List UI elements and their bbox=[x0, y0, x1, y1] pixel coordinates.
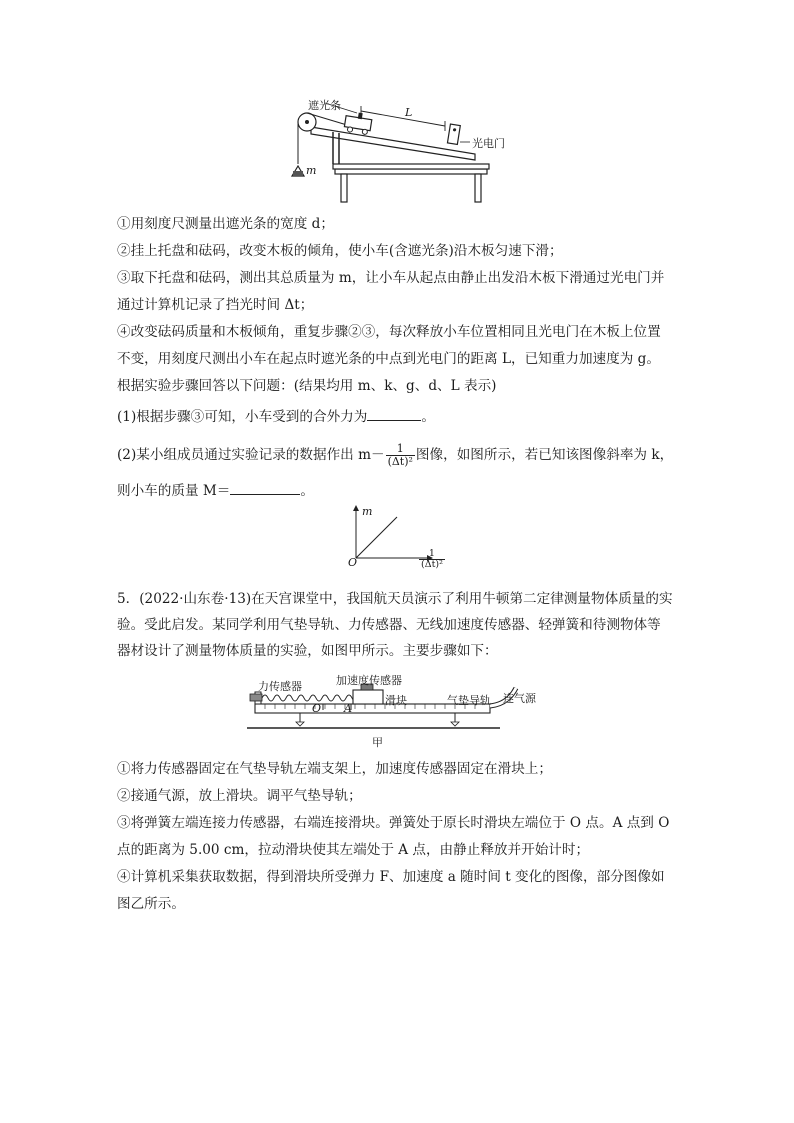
problem-5-line: 5．(2022·山东卷·13)在天宫课堂中，我国航天员演示了利用牛顿第二定律测量物体质量的实 bbox=[117, 591, 673, 607]
step-line: 点的距离为 5.00 cm，拉动滑块使其左端处于 A 点，由静止释放并开始计时； bbox=[117, 842, 590, 858]
step-line: ③将弹簧左端连接力传感器，右端连接滑块。弹簧处于原长时滑块左端位于 O 点。A 点到 O bbox=[117, 815, 670, 831]
question-1-text: (1)根据步骤③可知，小车受到的合外力为 bbox=[117, 409, 368, 425]
label-mass-m: m bbox=[306, 164, 317, 177]
inverse-dt-squared-fraction: $\frac{1}{\text{(Δt)²}}$ bbox=[387, 442, 413, 468]
fit-line bbox=[356, 517, 397, 558]
question-2-text-c: 则小车的质量 M＝ bbox=[117, 483, 231, 499]
question-2-text-a: (2)某小组成员通过实验记录的数据作出 m－ bbox=[117, 447, 385, 463]
graph-y-label: m bbox=[362, 505, 373, 518]
question-1 bbox=[117, 406, 435, 426]
label-point-A: A bbox=[344, 702, 352, 715]
step-line: 图乙所示。 bbox=[117, 896, 185, 912]
step-line: ①用刻度尺测量出遮光条的宽度 d； bbox=[117, 216, 334, 232]
graph-origin-label: O bbox=[348, 556, 358, 569]
label-light-strip: 遮光条 bbox=[308, 99, 341, 112]
label-air-source: 连气源 bbox=[503, 692, 536, 705]
step-line: 通过计算机记录了挡光时间 Δt； bbox=[117, 297, 314, 313]
figure-caption-jia: 甲 bbox=[372, 736, 383, 749]
step-line: ④改变砝码质量和木板倾角，重复步骤②③，每次释放小车位置相同且光电门在木板上位置 bbox=[117, 324, 661, 340]
step-line: 根据实验步骤回答以下问题：(结果均用 m、k、g、d、L 表示) bbox=[117, 378, 497, 394]
label-slider: 滑块 bbox=[385, 694, 407, 707]
step-line: ④计算机采集获取数据，得到滑块所受弹力 F、加速度 a 随时间 t 变化的图像，部分图像如 bbox=[117, 869, 665, 885]
problem-5-line: 验。受此启发。某同学利用气垫导轨、力传感器、无线加速度传感器、轻弹簧和待测物体等 bbox=[117, 617, 661, 633]
problem-5-line: 器材设计了测量物体质量的实验，如图甲所示。主要步骤如下： bbox=[117, 643, 498, 659]
graph-x-label: $\frac{1}{\text{(Δt)²}}$ bbox=[421, 548, 443, 570]
label-accel-sensor: 加速度传感器 bbox=[336, 674, 402, 687]
label-point-O: O bbox=[312, 702, 322, 715]
answer-blank-2[interactable] bbox=[230, 480, 300, 495]
step-line: 不变，用刻度尺测出小车在起点时遮光条的中点到光电门的距离 L，已知重力加速度为 g。 bbox=[117, 351, 660, 367]
question-2-end: 。 bbox=[300, 483, 314, 499]
label-force-sensor: 力传感器 bbox=[258, 680, 302, 693]
question-1-end: 。 bbox=[421, 409, 435, 425]
question-2-line-2 bbox=[117, 480, 314, 500]
answer-blank-1[interactable] bbox=[367, 406, 421, 421]
label-air-track: 气垫导轨 bbox=[447, 694, 491, 707]
step-line: ②接通气源，放上滑块。调平气垫导轨； bbox=[117, 788, 362, 804]
step-line: ②挂上托盘和砝码，改变木板的倾角，使小车(含遮光条)沿木板匀速下滑； bbox=[117, 243, 563, 259]
step-line: ①将力传感器固定在气垫导轨左端支架上，加速度传感器固定在滑块上； bbox=[117, 761, 552, 777]
question-2 bbox=[117, 438, 673, 472]
step-line: ③取下托盘和砝码，测出其总质量为 m，让小车从起点由静止出发沿木板下滑通过光电门并 bbox=[117, 270, 665, 286]
label-photogate: 光电门 bbox=[472, 137, 505, 150]
label-distance-L: L bbox=[405, 106, 413, 119]
question-2-text-b: 图像，如图所示，若已知该图像斜率为 k， bbox=[415, 447, 674, 463]
